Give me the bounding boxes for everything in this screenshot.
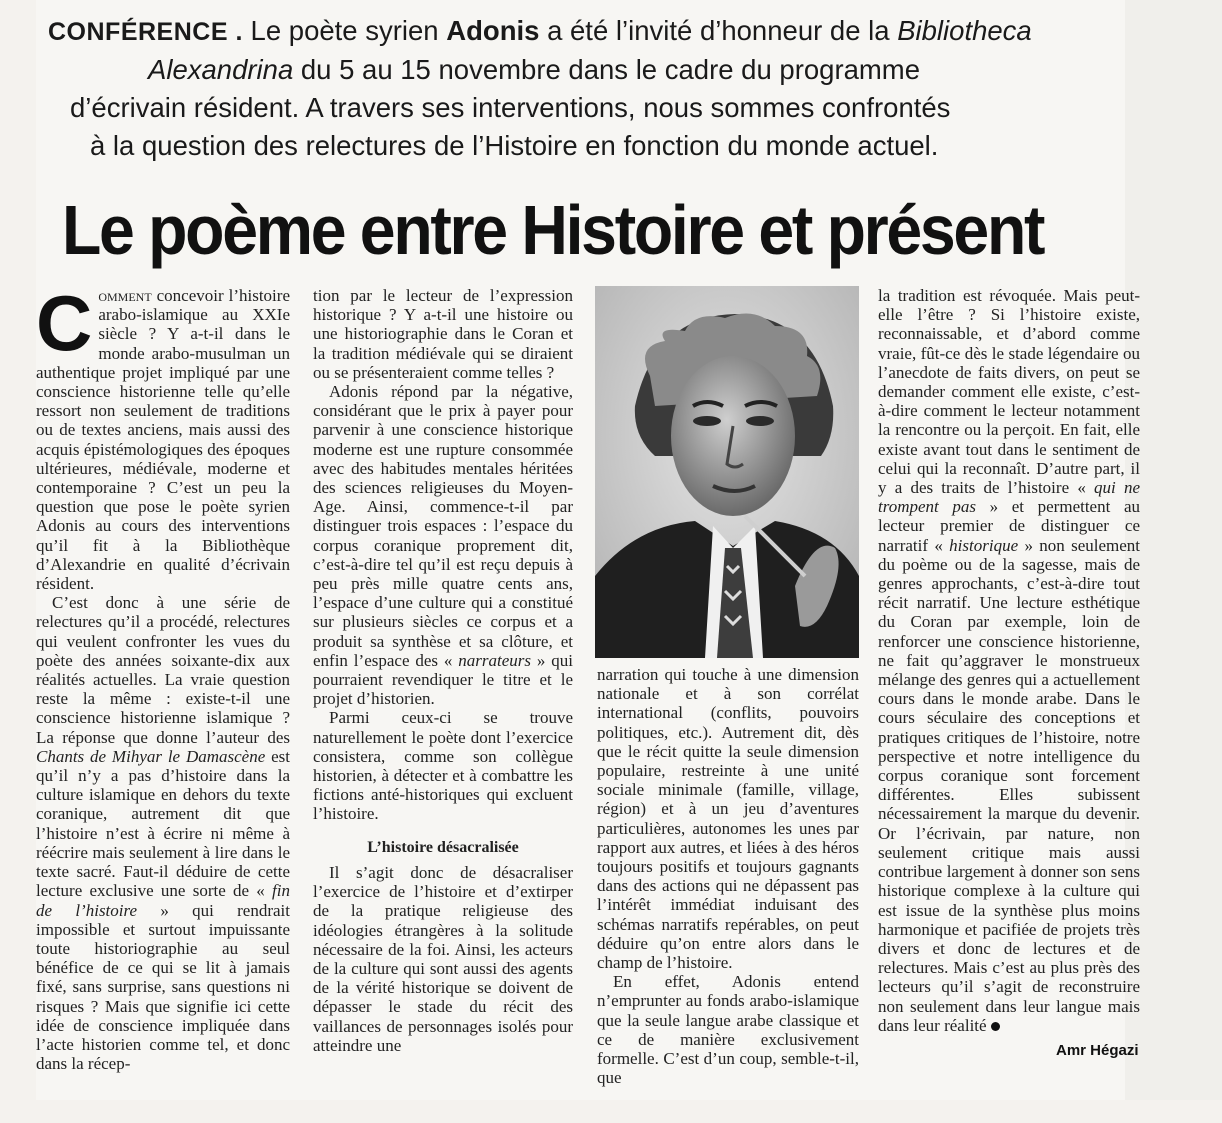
italic-text: historique [949,535,1019,555]
article-column-3 [597,665,859,1087]
smallcaps-text: omment [98,286,152,305]
text: » et permettent au lecteur premier de distinguer ce narratif « [878,497,1140,555]
italic-text: fin de l’histoire [36,881,290,920]
portrait-photo [595,286,859,658]
article-column-2 [313,286,573,1055]
lead-text: a été l’invité d’honneur de la [539,15,898,46]
paragraph [313,382,573,708]
kicker: CONFÉRENCE . [48,18,243,46]
lead-name: Adonis [446,15,540,46]
paragraph [36,593,290,1073]
headline: Le poème entre Histoire et présent [62,191,1044,269]
paragraph [36,279,290,594]
lead-text: Le poète syrien [242,15,447,46]
text: » qui pourraient revendiquer le titre et le projet d’historien. [313,650,573,709]
article-column-1 [36,279,291,1074]
lead-paragraph [48,12,1128,165]
italic-text: qui ne trompent pas [878,478,1140,517]
text: » non seulement du poème ou de la sagesse, mais de genres approchants, c’est-à-dire tout récit narratif. Une lecture esthétique du Coran par exemple, loin de renforcer une conscience historienne, ne fait qu’aggraver le monstrueux mélange des genres qui a actuellement cours dans le monde arabe. Dans le cours séculaire des conceptions et pratiques critiques de l’histoire, notre perspective et notre intelligence du corpus coranique sont forcement différentes. Elles subissent nécessairement la marque du devenir. Or l’écrivain, par nature, non seulement critique mais aussi contribue largement à donner son sens historique complexe à la culture qui est issue de la synthèse plus moins harmonique et pacifiée de projets très divers et donc de lectures et de relectures. Mais c’est au plus près des lecteurs qu’il s’agit de reconstruire non seulement dans leur langue mais dans leur réalité [878,535,1141,1035]
text: Adonis répond par la négative, considérant que le prix à payer pour parvenir à une conscience historique moderne est une rupture consommée avec des habitudes mentales héritées des sciences religieuses du Moyen-Age. Ainsi, commence-t-il par distinguer trois espaces : l’espace du corpus coranique proprement dit, c’est-à-dire tel qu’il est reçu depuis à peu près mille quatre cents ans, l’espace d’une culture qui a constitué sur plusieurs siècles ce corpus et a produit sa synthèse et sa clôture, et enfin l’espace des « [313,382,573,670]
paragraph: Il s’agit donc de désacraliser l’exercice de l’histoire et d’extirper de la pratique religieuse des idéologies étrangères à la solitude nécessaire de la foi. Ainsi, les acteurs de la culture qui sont aussi des agents de la vérité historique se doivent de dépasser le stade du récit des vaillances de personnages isolés pour atteindre une [313,862,573,1055]
lead-line-4: à la question des relectures de l’Histoire en fonction du monde actuel. [90,130,939,161]
lead-line-3: d’écrivain résident. A travers ses interventions, nous sommes confrontés [70,92,951,123]
lead-italic: Bibliotheca [897,15,1032,46]
lead-line-2 [48,51,1128,89]
italic-text: narrateurs [458,650,532,670]
paragraph: En effet, Adonis entend n’emprunter au fonds arabo-islamique que la seule langue arabe classique et ce de manière exclusivement formelle. C’est d’un coup, semble-t-il, que [597,972,859,1088]
paragraph: tion par le lecteur de l’expression historique ? Y a-t-il une histoire ou une historiographie dans le Coran et la tradition médiévale qui se diraient ou se présenteraient comme telles ? [313,286,573,382]
lead-line-1 [48,12,1128,51]
author-signature: Amr Hégazi [1056,1042,1139,1059]
text: » qui rendrait impossible et surtout impuissante toute historiographie au seul bénéfice de ce qui se lit à jamais fixé, sans surprise, sans questions ni risques ? Mais que signifie ici cette idée de conscience impliquée dans l’acte historien comme tel, et donc dans la récep- [36,900,290,1074]
paragraph: Parmi ceux-ci se trouve naturellement le poète dont l’exercice consistera, comme son collègue historien, à détecter et à combattre les fictions anté-historiques qui excluent l’histoire. [313,708,573,824]
text: est qu’il n’y a pas d’histoire dans la culture islamique en dehors du texte coranique, autrement dit que l’histoire n’est à écrire ni même à réécrire mais seulement à lire dans le texte sacré. Faut-il déduire de cette lecture exclusive une sorte de « [36,746,291,901]
text: la tradition est révoquée. Mais peut-elle l’être ? Si l’histoire existe, reconnaissable, et d’abord comme vraie, fût-ce dès le stade légendaire ou l’anecdote de faits divers, on peut se demander comment elle existe, c’est-à-dire comment le lecteur notamment la rencontre ou la perçoit. En fait, elle existe avant tout dans le sentiment de celui qui la reconnaît. D’autre part, il y a des traits de l’histoire « [878,286,1140,498]
text: concevoir l’histoire arabo-islamique au XXIe siècle ? Y a-t-il dans le monde arabo-musulman un authentique projet impliqué par une conscience historienne telle qu’elle ressort non seulement de traditions ou de textes anciens, mais aussi des acquis épistémologiques des époques ultérieures, médiévale, moderne et contemporaine ? C’est un peu la question que pose le poète syrien Adonis au cours des interventions qu’il fit à la Bibliothèque d’Alexandrie en qualité d’écrivain résident. [36,286,290,594]
dropcap: C [36,279,93,367]
paragraph: narration qui touche à une dimension nationale et à son corrélat international (conflits, pouvoirs politiques, etc.). Autrement dit, dès que le récit quitte la seule dimension populaire, restreinte à une unité sociale minimale (famille, village, région) et à un jeu d’aventures particulières, autonomes les unes par rapport aux autres, et liées à des héros toujours positifs et toujours gagnants dans des actions qui ne dépassent pas l’intérêt immédiat induisant des schémas narratifs repérables, on peut déduire qu’on entre alors dans le champ de l’histoire. [597,665,859,973]
italic-text: Chants de Mihyar le Damascène [36,746,266,766]
section-subhead: L’histoire désacralisée [367,838,519,856]
portrait-illustration [595,286,859,658]
article-column-4 [878,286,1140,1035]
lead-text: du 5 au 15 novembre dans le cadre du programme [293,54,921,85]
end-bullet [991,1022,1000,1031]
text: C’est donc à une série de relectures qu’il a procédé, relectures qui veulent confronter les vues du poète des années soixante-dix aux réalités actuelles. La vraie question reste la même : existe-t-il une conscience historienne islamique ? La réponse que donne l’auteur des [36,593,290,747]
paragraph [878,286,1140,1035]
lead-italic: Alexandrina [148,54,294,85]
